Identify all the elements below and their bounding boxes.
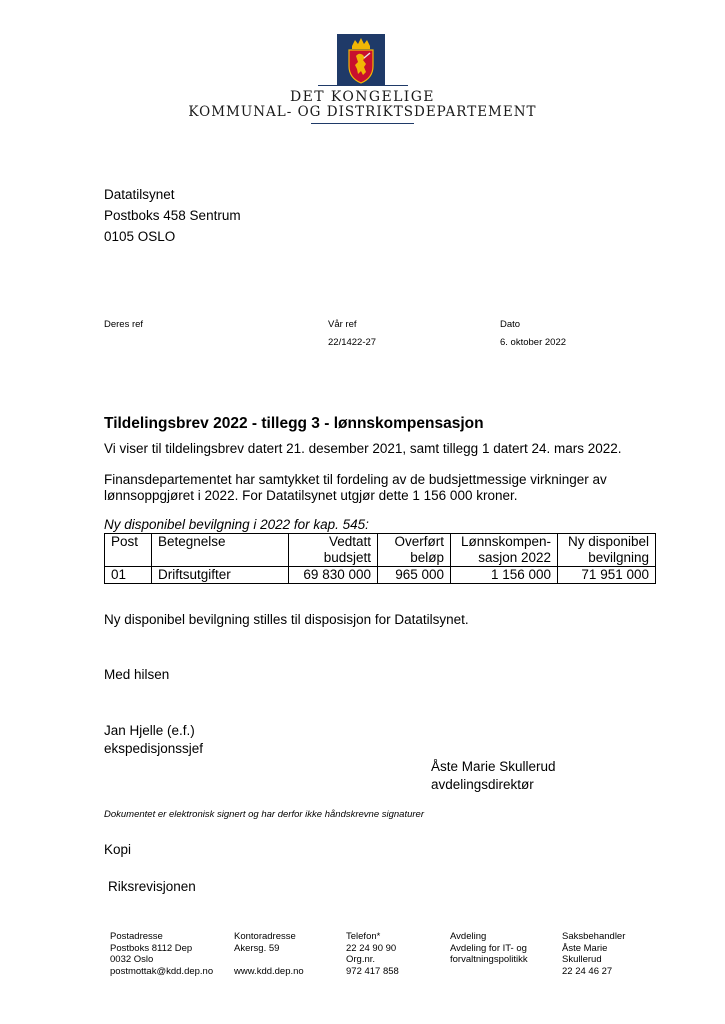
department-name-line1: DET KONGELIGE [290,89,435,105]
paragraph-2 [104,472,664,504]
header-rule-bottom [311,123,414,124]
col-header-ny [558,534,656,567]
signer-1-title: ekspedisjonssjef [104,741,204,756]
footer-postadresse-label: Postadresse [110,931,163,942]
footer-saksbehandler-line1: Åste Marie [562,942,608,954]
footer-telefon-label: Telefon* [346,931,381,942]
footer-saksbehandler [562,931,625,977]
col-header-overfort-line2: beløp [410,550,444,565]
footer-kontoradresse [234,931,304,977]
table-row [105,567,656,584]
footer-postadresse-line2: 0032 Oslo [110,954,154,965]
footer-telefon [346,931,399,977]
recipient-postal: 0105 OSLO [104,229,176,244]
col-header-vedtatt-line2: budsjett [323,550,371,565]
recipient-street: Postboks 458 Sentrum [104,208,241,223]
footer-kontor-line1: Akersg. 59 [234,942,280,954]
col-header-overfort-line1: Overført [394,534,444,549]
footer-avdeling-label: Avdeling [450,931,487,942]
col-header-ny-line1: Ny disponibel [567,534,649,549]
date-label: Dato [500,319,521,330]
cell-ny: 71 951 000 [558,567,656,584]
copy-label: Kopi [104,842,132,857]
var-ref-label: Vår ref [328,319,357,330]
footer-website: www.kdd.dep.no [234,965,304,977]
cell-vedtatt: 69 830 000 [289,567,378,584]
footer-saksbehandler-line2: Skullerud [562,954,602,965]
recipient-address [104,184,241,247]
footer-kontor-label: Kontoradresse [234,931,296,942]
footer-orgnr-value: 972 417 858 [346,965,399,977]
allocation-table [104,533,656,584]
footer-avdeling-line2: forvaltningspolitikk [450,954,528,965]
footer-saksbehandler-phone: 22 24 46 27 [562,965,613,977]
col-header-lonn [451,534,558,567]
footer-orgnr-label: Org.nr. [346,954,376,965]
col-header-ny-line2: bevilgning [588,550,649,565]
signer-2-name: Åste Marie Skullerud [431,759,556,774]
norwegian-coat-of-arms-icon [337,34,385,86]
recipient-name: Datatilsynet [104,187,175,202]
electronic-signature-note: Dokumentet er elektronisk signert og har derfor ikke håndskrevne signaturer [104,809,424,820]
footer-postadresse [110,931,213,977]
cell-overfort: 965 000 [378,567,451,584]
footer-saksbehandler-label: Saksbehandler [562,931,626,942]
paragraph-2-line-2: lønnsoppgjøret i 2022. For Datatilsynet utgjør dette 1 156 000 kroner. [104,488,518,503]
col-header-betegnelse: Betegnelse [152,534,289,567]
closing-paragraph: Ny disponibel bevilgning stilles til disposisjon for Datatilsynet. [104,612,469,627]
paragraph-1: Vi viser til tildelingsbrev datert 21. desember 2021, samt tillegg 1 datert 24. mars 2022. [104,441,622,456]
col-header-overfort [378,534,451,567]
var-ref-value: 22/1422-27 [328,337,377,348]
paragraph-2-line-1: Finansdepartementet har samtykket til fordeling av de budsjettmessige virkninger av [104,472,607,487]
footer-email: postmottak@kdd.dep.no [110,965,214,977]
footer-avdeling-line1: Avdeling for IT- og [450,942,527,954]
col-header-post: Post [105,534,152,567]
col-header-lonn-line2: sasjon 2022 [478,550,551,565]
signer-1-name: Jan Hjelle (e.f.) [104,723,195,738]
date-value: 6. oktober 2022 [500,337,567,348]
col-header-vedtatt-line1: Vedtatt [328,534,371,549]
cell-betegnelse: Driftsutgifter [152,567,289,584]
signer-1 [104,722,664,758]
cell-post: 01 [105,567,152,584]
header-rule-top [318,85,408,86]
col-header-lonn-line1: Lønnskompen- [460,534,551,549]
col-header-vedtatt [289,534,378,567]
table-caption: Ny disponibel bevilgning i 2022 for kap. 545: [104,517,369,532]
footer-avdeling [450,931,528,966]
table-header-row [105,534,656,567]
cell-lonn: 1 156 000 [451,567,558,584]
signer-2 [431,758,651,794]
letter-title: Tildelingsbrev 2022 - tillegg 3 - lønnskompensasjon [104,415,484,432]
greeting: Med hilsen [104,667,170,682]
department-name-line2: KOMMUNAL- OG DISTRIKTSDEPARTEMENT [188,104,537,120]
signer-2-title: avdelingsdirektør [431,777,534,792]
footer-postadresse-line1: Postboks 8112 Dep [110,942,193,954]
deres-ref-label: Deres ref [104,319,144,330]
footer-telefon-value: 22 24 90 90 [346,942,397,954]
copy-recipient: Riksrevisjonen [108,879,196,894]
